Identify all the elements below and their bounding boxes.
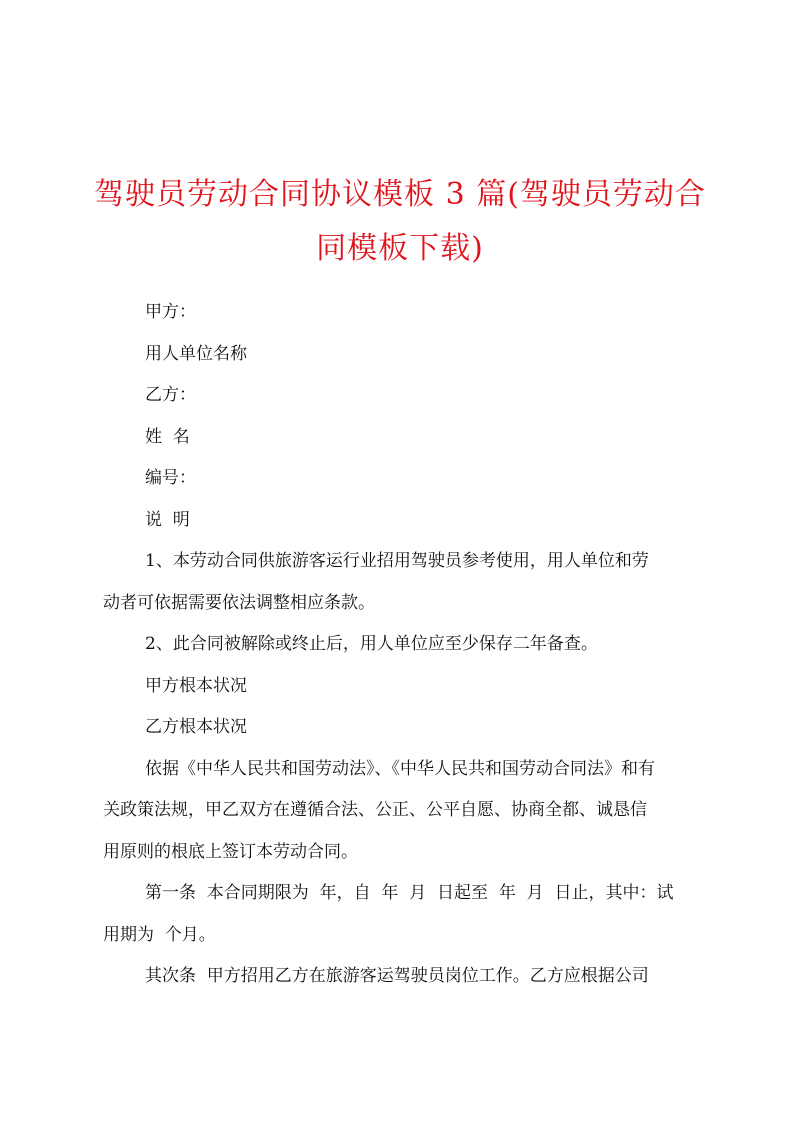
text-line: 第一条 本合同期限为 年，自 年 月 日起至 年 月 日止，其中：试	[145, 883, 674, 903]
text-line: 甲方根本状况	[145, 675, 247, 696]
document-title	[60, 168, 740, 276]
text-line: 1、本劳动合同供旅游客运行业招用驾驶员参考使用，用人单位和劳	[145, 551, 649, 571]
party-a-basic-info-heading	[103, 666, 717, 708]
document-body	[103, 292, 717, 998]
number-label	[103, 458, 717, 500]
text-line: 用人单位名称	[145, 343, 247, 364]
text-line: 其次条 甲方招用乙方在旅游客运驾驶员岗位工作。乙方应根据公司	[145, 966, 649, 986]
note-item-2	[103, 624, 717, 666]
name-label	[103, 417, 717, 459]
text-line: 关政策法规，甲乙双方在遵循合法、公正、公平自愿、协商全都、诚恳信	[103, 800, 647, 820]
title-line: 驾驶员劳动合同协议模板 3 篇(驾驶员劳动合	[94, 177, 706, 212]
text-line: 说 明	[145, 509, 190, 530]
text-line: 动者可依据需要依法调整相应条款。	[103, 592, 375, 613]
party-b-basic-info-heading	[103, 707, 717, 749]
text-line: 乙方：	[145, 385, 196, 405]
party-a-label	[103, 292, 717, 334]
text-line: 2、此合同被解除或终止后，用人单位应至少保存二年备查。	[145, 634, 598, 654]
title-line: 同模板下载)	[316, 231, 484, 266]
text-line: 甲方：	[145, 302, 196, 322]
legal-basis-paragraph	[103, 749, 717, 874]
text-line: 乙方根本状况	[145, 717, 247, 737]
employer-name-label	[103, 334, 717, 376]
note-item-1	[103, 541, 717, 624]
party-b-label	[103, 375, 717, 417]
article-1	[103, 873, 717, 956]
text-line: 姓 名	[145, 426, 190, 447]
text-line: 依据《中华人民共和国劳动法》、《中华人民共和国劳动合同法》和有	[145, 758, 655, 779]
text-line: 用原则的根底上签订本劳动合同。	[103, 841, 358, 862]
text-line: 编号：	[145, 468, 196, 488]
notes-heading	[103, 500, 717, 542]
text-line: 用期为 个月。	[103, 924, 216, 945]
article-2	[103, 956, 717, 998]
